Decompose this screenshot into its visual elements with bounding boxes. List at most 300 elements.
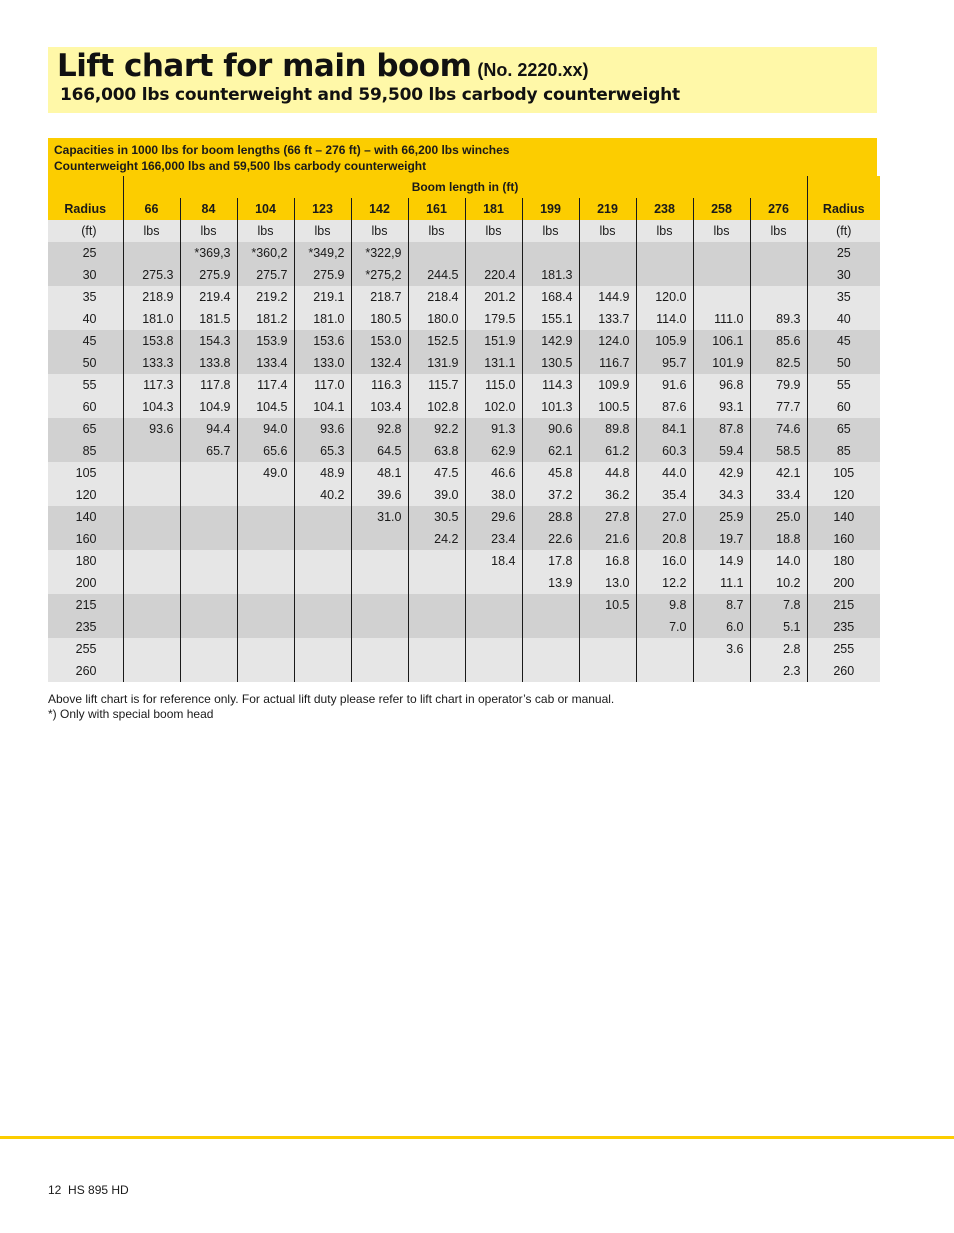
capacity-cell: 133.7: [579, 308, 636, 330]
value-unit: lbs: [237, 220, 294, 242]
table-row: [48, 484, 880, 506]
capacity-cell: 91.6: [636, 374, 693, 396]
capacity-cell: 27.8: [579, 506, 636, 528]
capacity-cell: [123, 660, 180, 682]
lift-chart-table: [48, 176, 880, 682]
capacity-cell: [408, 572, 465, 594]
radius-cell-left: 255: [48, 638, 123, 660]
radius-cell-left: 40: [48, 308, 123, 330]
capacity-cell: 39.0: [408, 484, 465, 506]
capacity-cell: 60.3: [636, 440, 693, 462]
radius-cell-right: 65: [807, 418, 880, 440]
capacity-cell: 101.9: [693, 352, 750, 374]
capacity-cell: *322,9: [351, 242, 408, 264]
capacity-cell: 220.4: [465, 264, 522, 286]
capacity-cell: 65.7: [180, 440, 237, 462]
capacity-cell: [237, 638, 294, 660]
capacity-cell: 94.4: [180, 418, 237, 440]
capacity-cell: 120.0: [636, 286, 693, 308]
radius-cell-right: 140: [807, 506, 880, 528]
capacity-cell: 58.5: [750, 440, 807, 462]
radius-cell-right: 105: [807, 462, 880, 484]
capacity-cell: [465, 572, 522, 594]
capacity-cell: 100.5: [579, 396, 636, 418]
capacity-cell: 2.3: [750, 660, 807, 682]
capacity-cell: 44.8: [579, 462, 636, 484]
chart-notes: [48, 692, 614, 722]
capacity-cell: 218.7: [351, 286, 408, 308]
capacity-cell: 133.8: [180, 352, 237, 374]
capacity-cell: [522, 660, 579, 682]
capacity-cell: 24.2: [408, 528, 465, 550]
radius-cell-left: 200: [48, 572, 123, 594]
capacity-cell: [180, 506, 237, 528]
capacity-cell: [180, 594, 237, 616]
header-spacer-right: [807, 176, 880, 198]
capacity-cell: 30.5: [408, 506, 465, 528]
capacity-cell: 181.0: [294, 308, 351, 330]
capacity-cell: 18.4: [465, 550, 522, 572]
radius-cell-left: 180: [48, 550, 123, 572]
capacity-cell: 18.8: [750, 528, 807, 550]
table-row: [48, 638, 880, 660]
capacity-cell: 133.3: [123, 352, 180, 374]
value-unit: lbs: [465, 220, 522, 242]
radius-cell-left: 140: [48, 506, 123, 528]
capacity-cell: [636, 660, 693, 682]
capacity-cell: [180, 528, 237, 550]
capacity-cell: 29.6: [465, 506, 522, 528]
boom-length-header: 161: [408, 198, 465, 220]
capacity-cell: 25.9: [693, 506, 750, 528]
capacity-cell: [237, 528, 294, 550]
capacity-cell: 23.4: [465, 528, 522, 550]
capacity-cell: 10.2: [750, 572, 807, 594]
capacity-cell: *349,2: [294, 242, 351, 264]
capacity-cell: [465, 616, 522, 638]
boom-length-header: 142: [351, 198, 408, 220]
capacity-cell: [351, 550, 408, 572]
capacity-cell: 144.9: [579, 286, 636, 308]
capacity-cell: [522, 616, 579, 638]
capacity-cell: [123, 572, 180, 594]
table-row: [48, 572, 880, 594]
capacity-cell: [351, 638, 408, 660]
capacity-cell: [636, 264, 693, 286]
capacity-cell: 115.7: [408, 374, 465, 396]
capacity-cell: 48.9: [294, 462, 351, 484]
radius-cell-left: 105: [48, 462, 123, 484]
radius-cell-right: 40: [807, 308, 880, 330]
capacity-cell: 47.5: [408, 462, 465, 484]
capacity-cell: 13.0: [579, 572, 636, 594]
capacity-cell: [294, 638, 351, 660]
capacity-cell: [123, 638, 180, 660]
capacity-cell: 11.1: [693, 572, 750, 594]
table-row: [48, 418, 880, 440]
radius-cell-right: 180: [807, 550, 880, 572]
capacity-cell: 62.1: [522, 440, 579, 462]
radius-cell-left: 160: [48, 528, 123, 550]
capacity-cell: 42.9: [693, 462, 750, 484]
capacity-cell: 22.6: [522, 528, 579, 550]
capacity-cell: [123, 440, 180, 462]
capacity-cell: 153.8: [123, 330, 180, 352]
table-row: [48, 286, 880, 308]
capacity-cell: 36.2: [579, 484, 636, 506]
capacity-cell: 104.3: [123, 396, 180, 418]
capacity-cell: 132.4: [351, 352, 408, 374]
capacity-cell: 63.8: [408, 440, 465, 462]
table-row: [48, 374, 880, 396]
capacity-cell: 7.0: [636, 616, 693, 638]
value-unit: lbs: [123, 220, 180, 242]
capacity-cell: 181.0: [123, 308, 180, 330]
capacity-cell: 31.0: [351, 506, 408, 528]
capacity-cell: 13.9: [522, 572, 579, 594]
capacity-cell: [123, 528, 180, 550]
capacity-cell: 179.5: [465, 308, 522, 330]
table-row: [48, 550, 880, 572]
capacity-cell: [123, 506, 180, 528]
boom-length-header: 199: [522, 198, 579, 220]
capacity-cell: [123, 484, 180, 506]
radius-cell-left: 60: [48, 396, 123, 418]
capacity-cell: 155.1: [522, 308, 579, 330]
capacity-cell: [294, 528, 351, 550]
capacity-cell: [408, 242, 465, 264]
capacity-cell: [123, 242, 180, 264]
capacity-cell: [294, 660, 351, 682]
radius-cell-left: 50: [48, 352, 123, 374]
capacity-cell: 96.8: [693, 374, 750, 396]
capacity-cell: [180, 550, 237, 572]
capacity-cell: 28.8: [522, 506, 579, 528]
value-unit: lbs: [579, 220, 636, 242]
capacity-cell: 35.4: [636, 484, 693, 506]
capacity-cell: [408, 660, 465, 682]
capacity-cell: 117.4: [237, 374, 294, 396]
capacity-cell: 91.3: [465, 418, 522, 440]
radius-cell-left: 235: [48, 616, 123, 638]
capacity-cell: 19.7: [693, 528, 750, 550]
radius-cell-right: 160: [807, 528, 880, 550]
capacity-cell: 102.8: [408, 396, 465, 418]
capacity-cell: 20.8: [636, 528, 693, 550]
capacity-cell: 153.9: [237, 330, 294, 352]
capacity-cell: *369,3: [180, 242, 237, 264]
capacity-cell: 89.3: [750, 308, 807, 330]
value-unit: lbs: [180, 220, 237, 242]
capacity-cell: 116.7: [579, 352, 636, 374]
capacity-cell: [522, 638, 579, 660]
radius-unit-left: (ft): [48, 220, 123, 242]
capacity-cell: [237, 594, 294, 616]
capacity-cell: [579, 242, 636, 264]
reference-note: Above lift chart is for reference only. For actual lift duty please refer to lift chart in operator’s cab or manual.: [48, 692, 615, 706]
radius-cell-right: 260: [807, 660, 880, 682]
capacity-cell: [294, 506, 351, 528]
page-number: 12: [48, 1183, 62, 1197]
capacity-cell: 244.5: [408, 264, 465, 286]
capacity-cell: 153.6: [294, 330, 351, 352]
capacity-cell: [180, 572, 237, 594]
capacity-cell: 131.1: [465, 352, 522, 374]
boom-length-header: 123: [294, 198, 351, 220]
radius-cell-right: 55: [807, 374, 880, 396]
capacity-cell: [522, 594, 579, 616]
capacity-cell: *360,2: [237, 242, 294, 264]
table-row: [48, 528, 880, 550]
radius-cell-left: 215: [48, 594, 123, 616]
capacity-cell: 9.8: [636, 594, 693, 616]
capacity-cell: 109.9: [579, 374, 636, 396]
capacity-cell: 133.4: [237, 352, 294, 374]
capacity-cell: 44.0: [636, 462, 693, 484]
capacity-cell: 42.1: [750, 462, 807, 484]
capacity-cell: 117.3: [123, 374, 180, 396]
capacity-cell: 62.9: [465, 440, 522, 462]
capacity-cell: 74.6: [750, 418, 807, 440]
capacity-cell: [180, 616, 237, 638]
capacity-cell: 103.4: [351, 396, 408, 418]
capacity-cell: 168.4: [522, 286, 579, 308]
radius-cell-right: 215: [807, 594, 880, 616]
capacity-cell: 142.9: [522, 330, 579, 352]
capacity-cell: 6.0: [693, 616, 750, 638]
capacity-cell: 93.1: [693, 396, 750, 418]
table-row: [48, 396, 880, 418]
table-row: [48, 242, 880, 264]
capacity-cell: [123, 616, 180, 638]
capacity-cell: [636, 242, 693, 264]
capacity-cell: 82.5: [750, 352, 807, 374]
capacity-cell: [351, 528, 408, 550]
capacity-cell: 116.3: [351, 374, 408, 396]
capacity-cell: 49.0: [237, 462, 294, 484]
capacity-cell: 2.8: [750, 638, 807, 660]
capacity-cell: 21.6: [579, 528, 636, 550]
capacity-cell: 48.1: [351, 462, 408, 484]
capacity-cell: 87.8: [693, 418, 750, 440]
capacity-cell: 89.8: [579, 418, 636, 440]
capacity-cell: [294, 616, 351, 638]
footer-rule: [0, 1136, 954, 1139]
radius-unit-right: (ft): [807, 220, 880, 242]
capacity-cell: 12.2: [636, 572, 693, 594]
capacity-cell: 3.6: [693, 638, 750, 660]
capacity-cell: 14.9: [693, 550, 750, 572]
capacity-cell: [750, 242, 807, 264]
capacity-cell: *275,2: [351, 264, 408, 286]
boom-length-header: 238: [636, 198, 693, 220]
table-row: [48, 594, 880, 616]
capacity-cell: [579, 638, 636, 660]
capacity-cell: [465, 242, 522, 264]
radius-cell-left: 25: [48, 242, 123, 264]
capacity-cell: 61.2: [579, 440, 636, 462]
boom-length-header: 181: [465, 198, 522, 220]
capacity-cell: 275.7: [237, 264, 294, 286]
radius-cell-right: 85: [807, 440, 880, 462]
capacity-cell: [123, 550, 180, 572]
capacity-cell: [180, 660, 237, 682]
capacity-cell: [693, 660, 750, 682]
capacity-cell: [180, 484, 237, 506]
radius-cell-left: 120: [48, 484, 123, 506]
header-row-boom-label: [48, 176, 880, 198]
capacity-cell: 87.6: [636, 396, 693, 418]
capacity-cell: 90.6: [522, 418, 579, 440]
chart-number: (No. 2220.xx): [477, 60, 589, 80]
capacity-cell: 275.3: [123, 264, 180, 286]
capacity-cell: [237, 616, 294, 638]
capacity-cell: 40.2: [294, 484, 351, 506]
capacity-cell: 180.5: [351, 308, 408, 330]
capacity-cell: 65.3: [294, 440, 351, 462]
capacity-cell: [123, 594, 180, 616]
capacity-cell: 115.0: [465, 374, 522, 396]
capacity-cell: [351, 660, 408, 682]
capacity-cell: [294, 594, 351, 616]
capacity-cell: 219.2: [237, 286, 294, 308]
value-unit: lbs: [636, 220, 693, 242]
radius-cell-left: 35: [48, 286, 123, 308]
capacity-cell: 84.1: [636, 418, 693, 440]
header-row-boom-lengths: [48, 198, 880, 220]
capacity-cell: [408, 616, 465, 638]
capacity-cell: 34.3: [693, 484, 750, 506]
capacity-cell: [408, 594, 465, 616]
value-unit: lbs: [294, 220, 351, 242]
page-footer: [48, 1183, 129, 1197]
capacity-cell: 181.3: [522, 264, 579, 286]
capacity-cell: 10.5: [579, 594, 636, 616]
page-title: [57, 48, 588, 84]
caption-line-2: Counterweight 166,000 lbs and 59,500 lbs carbody counterweight: [54, 159, 427, 173]
capacity-cell: 105.9: [636, 330, 693, 352]
capacity-cell: [579, 616, 636, 638]
capacity-cell: 131.9: [408, 352, 465, 374]
capacity-cell: [579, 660, 636, 682]
capacity-cell: 218.4: [408, 286, 465, 308]
capacity-cell: 101.3: [522, 396, 579, 418]
radius-cell-left: 30: [48, 264, 123, 286]
capacity-cell: 14.0: [750, 550, 807, 572]
capacity-cell: 114.3: [522, 374, 579, 396]
footnote-special-boom-head: *) Only with special boom head: [48, 707, 214, 721]
radius-cell-left: 260: [48, 660, 123, 682]
capacity-cell: 38.0: [465, 484, 522, 506]
capacity-cell: [351, 616, 408, 638]
capacity-cell: [237, 572, 294, 594]
radius-cell-left: 85: [48, 440, 123, 462]
value-unit: lbs: [522, 220, 579, 242]
capacity-cell: 117.8: [180, 374, 237, 396]
value-unit: lbs: [408, 220, 465, 242]
boom-length-header: 104: [237, 198, 294, 220]
capacity-cell: [750, 286, 807, 308]
capacity-cell: [465, 660, 522, 682]
capacity-cell: 117.0: [294, 374, 351, 396]
table-row: [48, 616, 880, 638]
capacity-cell: 104.9: [180, 396, 237, 418]
capacity-cell: 7.8: [750, 594, 807, 616]
capacity-cell: 16.8: [579, 550, 636, 572]
boom-length-header: 66: [123, 198, 180, 220]
capacity-cell: 94.0: [237, 418, 294, 440]
value-unit: lbs: [351, 220, 408, 242]
capacity-cell: 111.0: [693, 308, 750, 330]
table-row: [48, 660, 880, 682]
table-row: [48, 308, 880, 330]
capacity-cell: [294, 550, 351, 572]
capacity-cell: 59.4: [693, 440, 750, 462]
capacity-cell: 130.5: [522, 352, 579, 374]
capacity-cell: [693, 286, 750, 308]
capacity-cell: 275.9: [294, 264, 351, 286]
capacity-cell: [123, 462, 180, 484]
table-row: [48, 462, 880, 484]
table-row: [48, 330, 880, 352]
table-row: [48, 352, 880, 374]
capacity-cell: [408, 638, 465, 660]
boom-length-label: Boom length in (ft): [123, 176, 807, 198]
capacity-cell: 16.0: [636, 550, 693, 572]
capacity-cell: 93.6: [294, 418, 351, 440]
capacity-cell: [237, 550, 294, 572]
capacity-cell: [465, 638, 522, 660]
capacity-cell: [693, 264, 750, 286]
value-unit: lbs: [750, 220, 807, 242]
capacity-cell: 77.7: [750, 396, 807, 418]
capacity-cell: 104.5: [237, 396, 294, 418]
capacity-cell: 124.0: [579, 330, 636, 352]
capacity-cell: 219.1: [294, 286, 351, 308]
radius-cell-right: 35: [807, 286, 880, 308]
capacity-cell: [750, 264, 807, 286]
capacity-cell: 45.8: [522, 462, 579, 484]
capacity-cell: 46.6: [465, 462, 522, 484]
table-row: [48, 506, 880, 528]
capacity-cell: 85.6: [750, 330, 807, 352]
capacity-cell: 8.7: [693, 594, 750, 616]
radius-cell-right: 200: [807, 572, 880, 594]
capacity-cell: 27.0: [636, 506, 693, 528]
capacity-cell: 153.0: [351, 330, 408, 352]
capacity-cell: 64.5: [351, 440, 408, 462]
model-name: HS 895 HD: [68, 1183, 129, 1197]
capacity-cell: [180, 462, 237, 484]
radius-cell-left: 55: [48, 374, 123, 396]
capacity-cell: 79.9: [750, 374, 807, 396]
radius-header-right: Radius: [807, 198, 880, 220]
table-caption: [48, 138, 877, 176]
capacity-cell: [408, 550, 465, 572]
capacity-cell: 102.0: [465, 396, 522, 418]
page-subtitle: 166,000 lbs counterweight and 59,500 lbs carbody counterweight: [60, 85, 680, 105]
capacity-cell: [237, 660, 294, 682]
capacity-cell: 25.0: [750, 506, 807, 528]
boom-length-header: 219: [579, 198, 636, 220]
capacity-cell: 92.2: [408, 418, 465, 440]
table-row: [48, 264, 880, 286]
title-banner: [48, 47, 877, 113]
title-text: Lift chart for main boom: [57, 48, 472, 84]
capacity-cell: 93.6: [123, 418, 180, 440]
capacity-cell: 152.5: [408, 330, 465, 352]
capacity-cell: 37.2: [522, 484, 579, 506]
